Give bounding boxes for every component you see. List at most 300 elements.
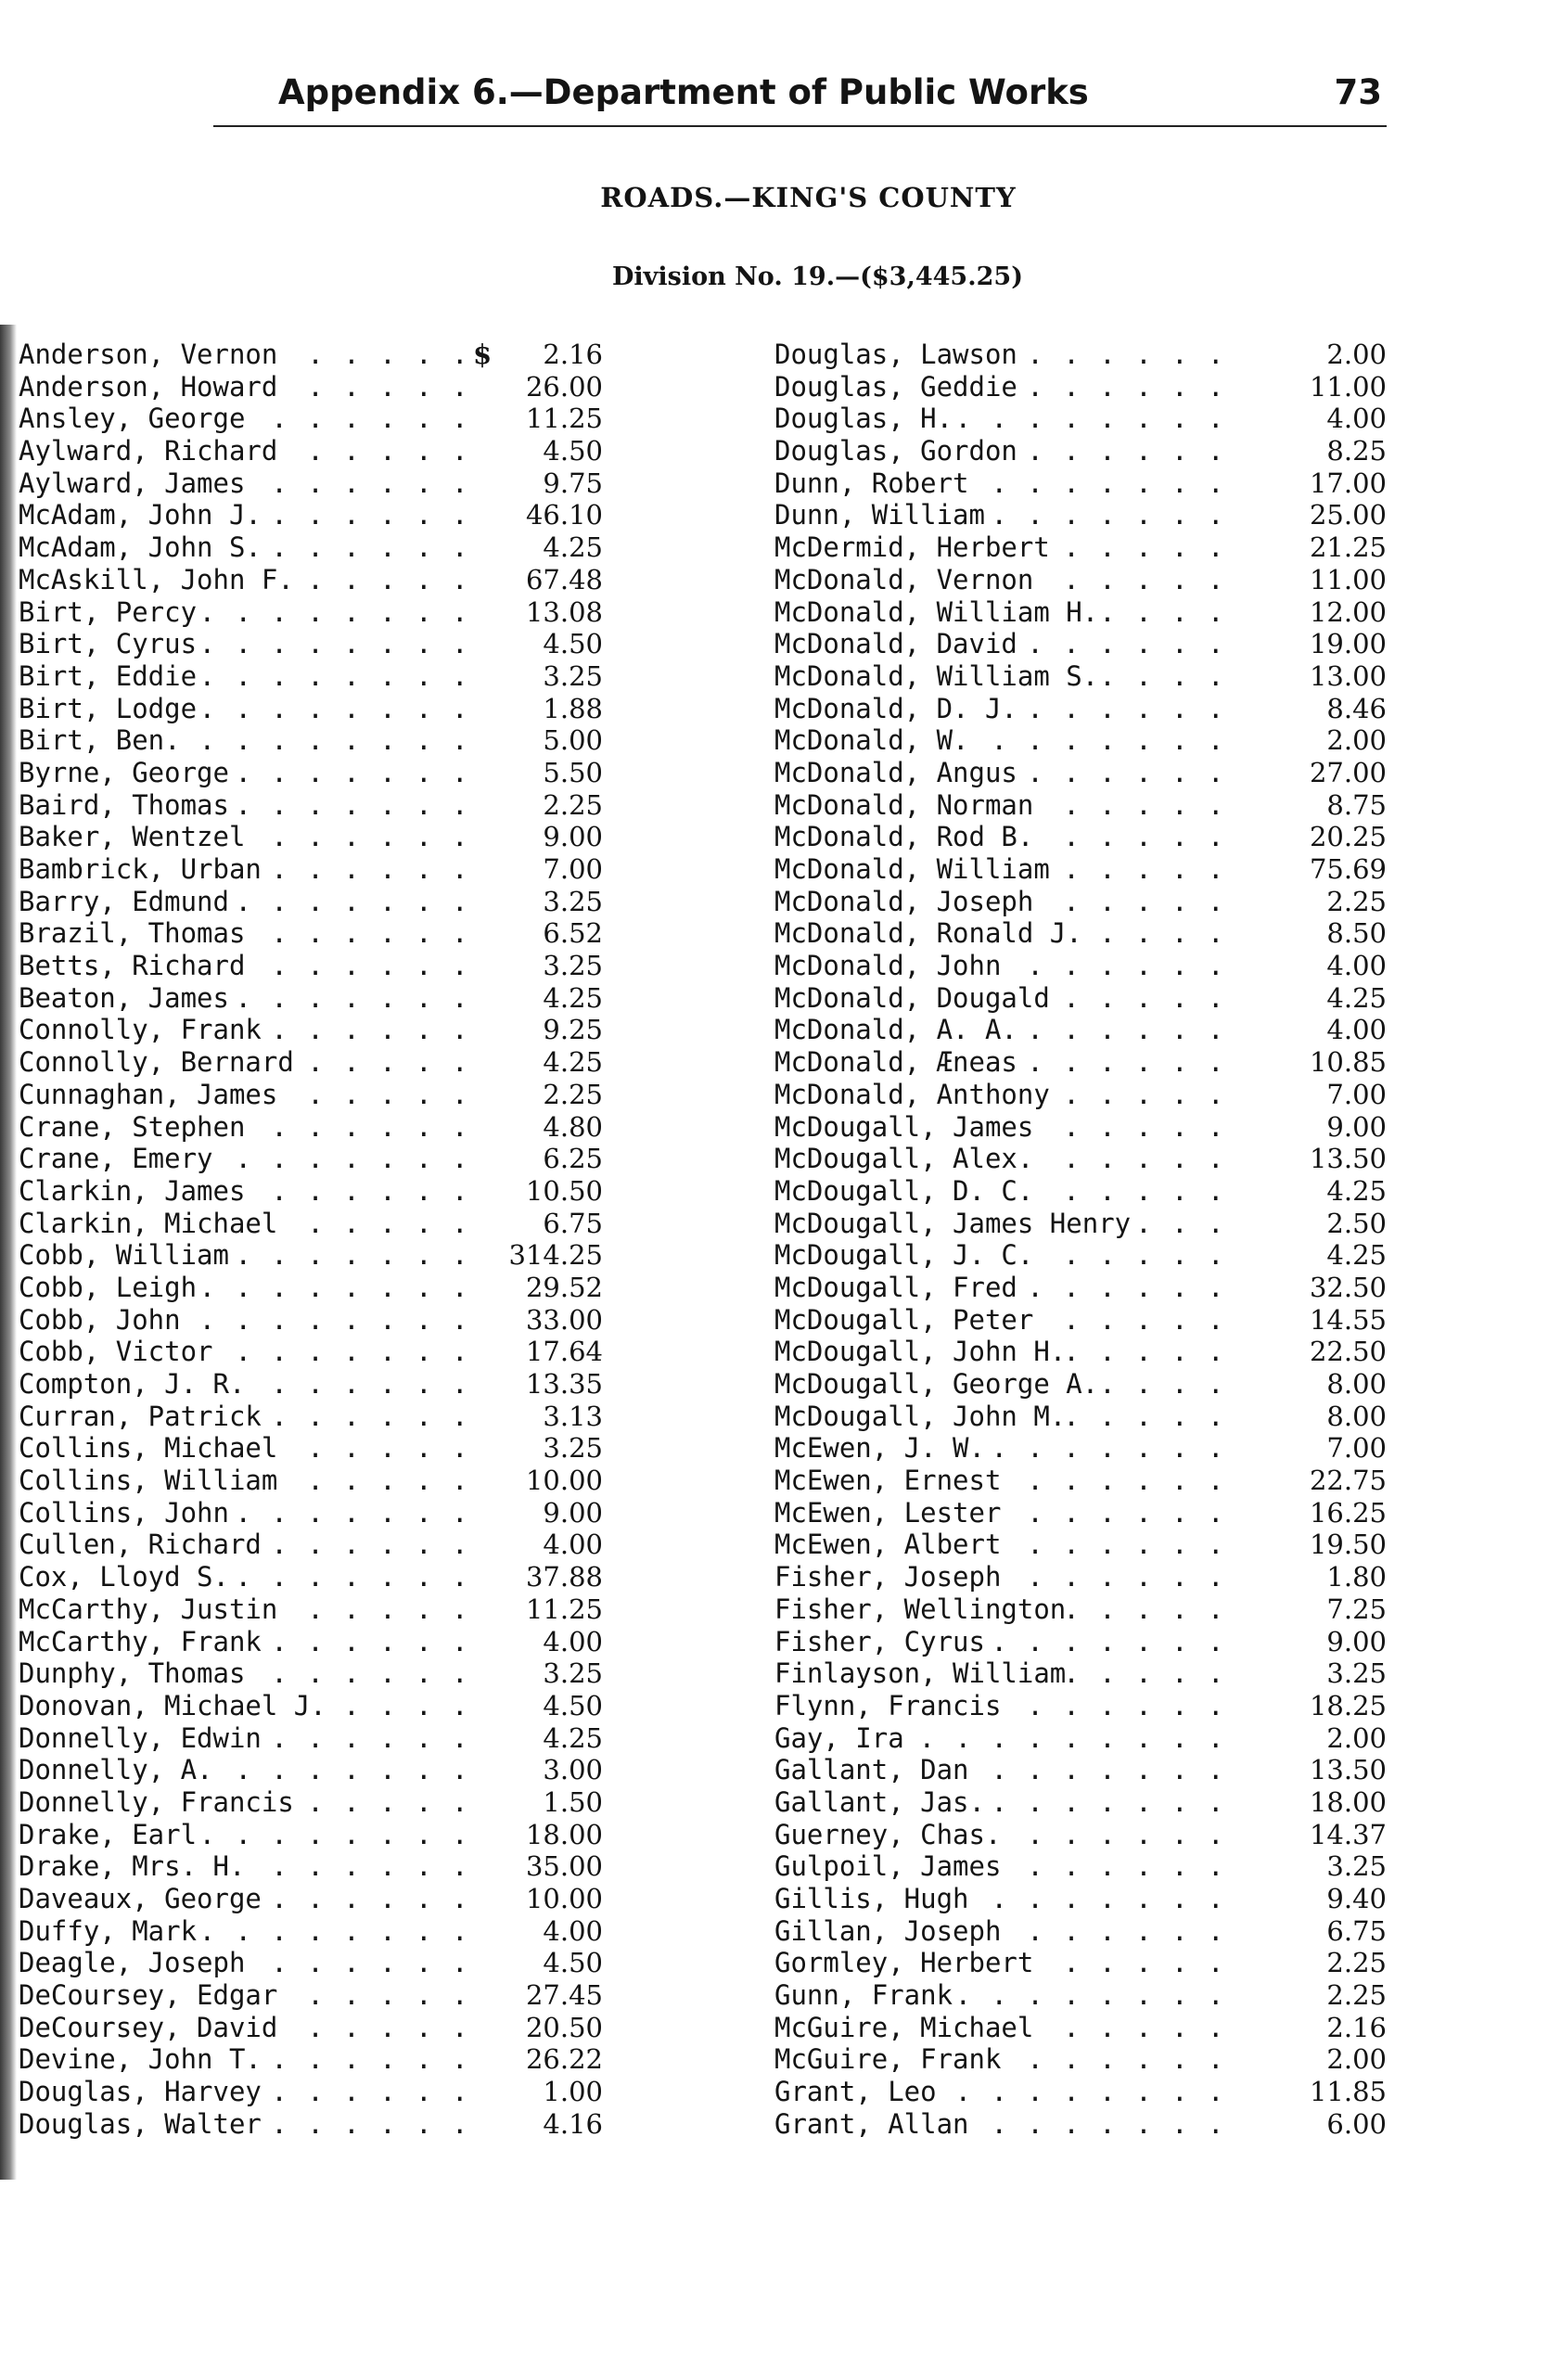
list-item	[774, 628, 1387, 660]
payee-name-text: Cobb, William	[19, 1239, 233, 1271]
payee-name-text: Curran, Patrick	[19, 1401, 265, 1432]
payee-name-text: DeCoursey, Edgar	[19, 1979, 281, 2011]
payee-name	[19, 1722, 464, 1755]
payee-name-text: Byrne, George	[19, 757, 233, 788]
payment-amount: 10.50	[525, 1174, 603, 1207]
payee-name-text: Donnelly, Edwin	[19, 1722, 265, 1754]
payee-name-text: Douglas, Lawson	[774, 339, 1021, 370]
payment-amount: 9.00	[1326, 1625, 1387, 1657]
payee-name	[774, 1111, 1248, 1144]
payee-name	[19, 564, 464, 596]
payment-amount: 4.00	[543, 1529, 603, 1561]
list-item	[19, 660, 603, 693]
list-item	[774, 1014, 1387, 1046]
payee-name	[19, 950, 464, 982]
payee-name-text: McDonald, Æneas	[774, 1046, 1021, 1078]
payee-name	[19, 1529, 464, 1561]
payee-name	[19, 724, 464, 757]
payment-amount: 32.50	[1309, 1271, 1387, 1303]
payment-amount: 4.50	[543, 435, 603, 467]
payment-amount: 21.25	[1309, 531, 1387, 564]
payee-name-text: Birt, Lodge	[19, 693, 200, 724]
payee-name-text: Anderson, Vernon	[19, 339, 281, 370]
payee-name	[19, 789, 464, 822]
list-item	[19, 693, 603, 725]
payment-amount: 11.00	[1309, 563, 1387, 595]
payment-amount: 9.00	[1326, 1110, 1387, 1143]
payee-name-text: McDonald, W.	[774, 724, 973, 756]
list-item	[774, 1529, 1387, 1561]
payment-amount: 10.00	[525, 1883, 603, 1914]
payee-name-text: McDermid, Herbert	[774, 531, 1054, 563]
payment-amount: 314.25	[508, 1239, 603, 1272]
payee-name	[774, 693, 1248, 725]
payee-name-text: Dunn, William	[774, 499, 989, 531]
payment-amount: 18.00	[1309, 1785, 1387, 1818]
payment-amount: 75.69	[1309, 853, 1387, 885]
payee-name	[774, 1626, 1248, 1658]
payee-name-text: Bambrick, Urban	[19, 853, 265, 885]
list-item	[19, 1529, 603, 1561]
list-item	[19, 499, 603, 531]
payment-amount: 4.50	[543, 1689, 603, 1721]
payee-name	[774, 467, 1248, 500]
list-item	[19, 435, 603, 467]
payee-name-text: Collins, William	[19, 1465, 281, 1496]
list-item	[19, 1754, 603, 1786]
payee-name	[774, 1465, 1248, 1497]
payee-name-text: Drake, Mrs. H.	[19, 1850, 249, 1882]
payment-amount: 2.00	[1326, 1721, 1387, 1754]
list-item	[774, 1208, 1387, 1240]
list-item	[19, 789, 603, 822]
payee-name	[774, 1850, 1248, 1883]
payee-name-text: Cobb, Victor	[19, 1336, 217, 1367]
payee-name	[774, 1046, 1248, 1079]
payee-name	[774, 950, 1248, 982]
payee-name-text: Betts, Richard	[19, 950, 249, 981]
payee-name-text: Gay, Ira	[774, 1722, 908, 1754]
list-item	[19, 403, 603, 435]
payee-name	[774, 1401, 1248, 1433]
payment-amount: 22.75	[1309, 1465, 1387, 1497]
payee-name-text: Compton, J. R.	[19, 1368, 249, 1400]
list-item	[774, 1850, 1387, 1883]
payee-name	[774, 1754, 1248, 1786]
list-item	[774, 2043, 1387, 2076]
payee-name-text: Finlayson, William	[774, 1657, 1069, 1689]
payee-name-text: Fisher, Joseph	[774, 1561, 1004, 1593]
list-item	[774, 1046, 1387, 1079]
payee-name	[774, 2108, 1248, 2141]
list-item	[19, 2076, 603, 2108]
payment-amount: 9.00	[543, 821, 603, 853]
payment-amount: 2.25	[543, 788, 603, 821]
payee-name	[19, 1754, 464, 1786]
list-item	[19, 1497, 603, 1529]
payment-amount: 16.25	[1309, 1496, 1387, 1529]
payment-amount: 7.25	[1326, 1593, 1387, 1625]
payee-name	[19, 1272, 464, 1304]
list-item	[774, 1143, 1387, 1175]
payment-amount: 13.08	[525, 595, 603, 628]
payee-name	[19, 693, 464, 725]
payee-name	[774, 1529, 1248, 1561]
left-column	[19, 339, 603, 2141]
list-item	[19, 531, 603, 564]
payee-name-text: McDougall, J. C.	[774, 1239, 1037, 1271]
payment-amount: 11.25	[525, 1593, 603, 1625]
payee-name	[19, 1657, 464, 1690]
payee-name	[774, 596, 1248, 629]
payee-name	[774, 1915, 1248, 1948]
payee-name	[774, 821, 1248, 853]
currency-symbol: $	[473, 339, 493, 370]
list-item	[19, 339, 603, 371]
list-item	[19, 628, 603, 660]
payee-name	[774, 1979, 1248, 2012]
list-item	[19, 1626, 603, 1658]
payee-name-text: McDonald, Norman	[774, 789, 1037, 821]
list-item	[774, 1915, 1387, 1948]
payment-amount: 4.50	[543, 1947, 603, 1979]
payee-name	[774, 2043, 1248, 2076]
list-item	[19, 821, 603, 853]
payment-amount: 4.00	[543, 1914, 603, 1947]
payee-name	[19, 757, 464, 789]
list-item	[19, 1593, 603, 1626]
payee-name	[19, 2076, 464, 2108]
payment-amount: 1.50	[543, 1785, 603, 1818]
payee-name-text: Gallant, Jas.	[774, 1786, 989, 1818]
payee-name	[19, 1368, 464, 1401]
payee-name	[774, 1208, 1248, 1240]
payee-name-text: Barry, Edmund	[19, 886, 233, 917]
payee-name	[774, 1304, 1248, 1337]
payee-name	[774, 403, 1248, 435]
payee-name	[19, 1239, 464, 1272]
payee-name	[19, 467, 464, 500]
payee-name-text: Aylward, Richard	[19, 435, 281, 467]
payment-amount: 1.80	[1326, 1561, 1387, 1593]
list-item	[774, 1079, 1387, 1111]
payment-amount: 4.25	[543, 1721, 603, 1754]
list-item	[774, 564, 1387, 596]
payee-name	[774, 917, 1248, 950]
list-item	[774, 917, 1387, 950]
list-item	[774, 1947, 1387, 1979]
payee-name	[19, 1786, 464, 1819]
list-item	[774, 886, 1387, 918]
payee-name-text: Flynn, Francis	[774, 1690, 1004, 1721]
list-item	[774, 371, 1387, 403]
payee-name-text: Grant, Allan	[774, 2108, 973, 2140]
payee-name	[774, 886, 1248, 918]
payment-amount: 4.00	[1326, 950, 1387, 982]
payee-name	[774, 1143, 1248, 1175]
list-item	[19, 1272, 603, 1304]
payee-name-text: Clarkin, James	[19, 1175, 249, 1207]
list-item	[774, 853, 1387, 886]
payment-amount: 27.45	[525, 1979, 603, 2012]
payee-name-text: McCarthy, Justin	[19, 1593, 281, 1625]
list-item	[774, 1239, 1387, 1272]
payment-amount: 6.75	[1326, 1914, 1387, 1947]
payment-amount: 13.50	[1309, 1754, 1387, 1786]
payment-amount: 8.50	[1326, 917, 1387, 950]
payment-amount: 2.16	[1326, 2011, 1387, 2043]
payee-name-text: McEwen, Lester	[774, 1497, 1004, 1529]
payment-amount: 20.50	[525, 2011, 603, 2043]
payee-name-text: McAdam, John S.	[19, 531, 265, 563]
payment-amount: 26.22	[525, 2043, 603, 2076]
payee-name-text: McDonald, William S.	[774, 660, 1102, 692]
payment-amount: 5.50	[543, 756, 603, 788]
payee-name	[19, 1593, 464, 1626]
payee-name-text: Drake, Earl	[19, 1819, 200, 1850]
list-item	[774, 403, 1387, 435]
payee-name	[774, 1497, 1248, 1529]
payee-name	[774, 2076, 1248, 2108]
payee-name-text: McDonald, Rod B.	[774, 821, 1037, 852]
payment-amount: 13.35	[525, 1368, 603, 1400]
payee-name	[774, 724, 1248, 757]
payee-name-text: McAskill, John F.	[19, 564, 298, 595]
payee-name-text: McDonald, Vernon	[774, 564, 1037, 595]
payment-amount: 4.50	[543, 628, 603, 660]
header-title: Appendix 6.—Department of Public Works	[278, 72, 1089, 112]
payment-amount: 14.37	[1309, 1818, 1387, 1850]
list-item	[19, 724, 603, 757]
list-item	[774, 757, 1387, 789]
payee-name	[19, 1111, 464, 1144]
payee-name-text: McDougall, James Henry	[774, 1208, 1134, 1239]
payment-amount: 18.00	[525, 1818, 603, 1850]
payment-amount: 11.25	[525, 403, 603, 435]
payee-name-text: Beaton, James	[19, 982, 233, 1014]
payment-amount: 10.00	[525, 1465, 603, 1497]
list-item	[19, 1208, 603, 1240]
payment-amount: 3.25	[543, 659, 603, 692]
payment-amount: 3.25	[543, 950, 603, 982]
list-item	[19, 1014, 603, 1046]
payee-name	[19, 1175, 464, 1208]
payee-name	[19, 1432, 464, 1465]
payment-amount: 10.85	[1309, 1046, 1387, 1079]
payee-name-text: McDonald, Anthony	[774, 1079, 1054, 1110]
payee-name	[774, 1593, 1248, 1626]
payee-name-text: Donnelly, A.	[19, 1754, 217, 1785]
list-item	[774, 1786, 1387, 1819]
list-item	[774, 1401, 1387, 1433]
payment-amount: 20.25	[1309, 821, 1387, 853]
payment-amount: 46.10	[525, 499, 603, 531]
payee-name-text: Gormley, Herbert	[774, 1947, 1037, 1978]
list-item	[19, 1819, 603, 1851]
list-item	[774, 724, 1387, 757]
payment-amount: 27.00	[1309, 756, 1387, 788]
payee-name	[19, 1947, 464, 1979]
payee-name-text: McGuire, Frank	[774, 2043, 1004, 2075]
payee-name-text: McDonald, William H.	[774, 596, 1102, 628]
payment-amount: 4.00	[1326, 403, 1387, 435]
payee-name	[774, 1947, 1248, 1979]
payment-amount: 1.88	[543, 692, 603, 724]
payment-amount: 25.00	[1309, 499, 1387, 531]
payee-name	[19, 1465, 464, 1497]
payee-name	[19, 1014, 464, 1046]
payment-amount: 2.25	[543, 1078, 603, 1110]
list-item	[19, 1915, 603, 1948]
payment-amount: 29.52	[525, 1271, 603, 1303]
payee-name-text: Cunnaghan, James	[19, 1079, 281, 1110]
payment-amount: 9.25	[543, 1014, 603, 1046]
payee-name	[774, 1786, 1248, 1819]
list-item	[19, 982, 603, 1015]
list-item	[19, 1401, 603, 1433]
payee-name-text: McDonald, David	[774, 628, 1021, 659]
payee-name-text: McDonald, William	[774, 853, 1054, 885]
payment-amount: 13.50	[1309, 1143, 1387, 1175]
payment-amount: 1.00	[543, 2076, 603, 2108]
payee-name-text: McDonald, Joseph	[774, 886, 1037, 917]
payee-name-text: Grant, Leo	[774, 2076, 940, 2107]
list-item	[19, 1143, 603, 1175]
payment-amount: 2.25	[1326, 1979, 1387, 2012]
payment-amount: 9.00	[543, 1496, 603, 1529]
payee-name-text: Aylward, James	[19, 467, 249, 499]
payment-amount: 67.48	[525, 563, 603, 595]
payee-name	[19, 1915, 464, 1948]
payee-name-text: Clarkin, Michael	[19, 1208, 281, 1239]
payment-amount: 35.00	[525, 1850, 603, 1883]
list-item	[774, 1111, 1387, 1144]
payment-amount: 8.46	[1326, 692, 1387, 724]
list-item	[19, 1465, 603, 1497]
payee-name-text: Baker, Wentzel	[19, 821, 249, 852]
payee-name-text: Cobb, John	[19, 1304, 185, 1336]
payee-name-text: Crane, Emery	[19, 1143, 217, 1174]
payee-name	[19, 499, 464, 531]
list-item	[774, 1626, 1387, 1658]
payment-amount: 4.25	[1326, 981, 1387, 1014]
payee-name-text: McDonald, Dougald	[774, 982, 1054, 1014]
payment-amount: 4.80	[543, 1110, 603, 1143]
payee-name	[19, 1304, 464, 1337]
payee-name-text: Gulpoil, James	[774, 1850, 1004, 1882]
payee-name-text: Connolly, Bernard	[19, 1046, 298, 1078]
payment-amount: 8.00	[1326, 1368, 1387, 1400]
payment-amount: 6.52	[543, 917, 603, 950]
payee-name-text: McDougall, James	[774, 1111, 1037, 1143]
list-item	[774, 1883, 1387, 1915]
payee-name	[774, 789, 1248, 822]
payment-amount: 4.16	[543, 2107, 603, 2140]
payee-name-text: Anderson, Howard	[19, 371, 281, 403]
division-heading: Division No. 19.—($3,445.25)	[612, 262, 1023, 291]
payee-name	[19, 531, 464, 564]
list-item	[774, 1690, 1387, 1722]
payee-name-text: Cox, Lloyd S.	[19, 1561, 233, 1593]
right-column	[774, 339, 1387, 2141]
payee-name-text: Collins, John	[19, 1497, 233, 1529]
payee-name-text: Collins, Michael	[19, 1432, 281, 1464]
list-item	[774, 2108, 1387, 2141]
payee-name	[774, 1432, 1248, 1465]
payee-name	[774, 853, 1248, 886]
payment-amount: 22.50	[1309, 1336, 1387, 1368]
payee-name	[19, 1497, 464, 1529]
payee-name-text: Crane, Stephen	[19, 1111, 249, 1143]
payment-amount: 4.25	[1326, 1174, 1387, 1207]
payee-name-text: Douglas, Gordon	[774, 435, 1021, 467]
payee-name	[19, 628, 464, 660]
list-item	[19, 1690, 603, 1722]
payee-name-text: McDonald, A. A.	[774, 1014, 1021, 1045]
payee-name-text: McDougall, George A.	[774, 1368, 1102, 1400]
payee-name-text: McDougall, Alex.	[774, 1143, 1037, 1174]
payee-name	[774, 339, 1248, 371]
payment-amount: 18.25	[1309, 1689, 1387, 1721]
payment-amount: 3.00	[543, 1754, 603, 1786]
payee-name	[19, 2012, 464, 2044]
payment-amount: 2.00	[1326, 724, 1387, 757]
payment-amount: 3.25	[1326, 1850, 1387, 1883]
payee-name-text: Connolly, Frank	[19, 1014, 265, 1045]
payee-name-text: Cullen, Richard	[19, 1529, 265, 1560]
payee-name	[19, 1819, 464, 1851]
list-item	[774, 1336, 1387, 1368]
payment-amount: 3.25	[543, 885, 603, 917]
list-item	[19, 1722, 603, 1755]
payee-name	[774, 499, 1248, 531]
payment-amount: 2.25	[1326, 1947, 1387, 1979]
list-item	[774, 1722, 1387, 1755]
payment-amount: 13.00	[1309, 659, 1387, 692]
payee-name	[774, 1175, 1248, 1208]
payee-name	[774, 564, 1248, 596]
payee-name-text: Fisher, Cyrus	[774, 1626, 989, 1657]
list-item	[19, 1368, 603, 1401]
payment-amount: 3.25	[543, 1657, 603, 1690]
payment-amount: 26.00	[525, 370, 603, 403]
payee-name-text: Dunn, Robert	[774, 467, 973, 499]
payee-name	[19, 660, 464, 693]
page-binding-shadow	[0, 325, 17, 2180]
payee-name-text: McEwen, J. W.	[774, 1432, 989, 1464]
payee-name-text: Birt, Eddie	[19, 660, 200, 692]
payee-name	[774, 435, 1248, 467]
payment-amount: 6.75	[543, 1207, 603, 1239]
list-item	[774, 693, 1387, 725]
payment-amount: 8.75	[1326, 788, 1387, 821]
list-item	[774, 1175, 1387, 1208]
list-item	[19, 1850, 603, 1883]
payment-amount: 6.25	[543, 1143, 603, 1175]
payee-name	[19, 917, 464, 950]
payment-amount: 37.88	[525, 1561, 603, 1593]
payment-amount: 4.25	[543, 981, 603, 1014]
list-item	[774, 789, 1387, 822]
list-item	[774, 435, 1387, 467]
payee-name-text: McDougall, D. C.	[774, 1175, 1037, 1207]
payment-amount: 19.50	[1309, 1529, 1387, 1561]
payment-amount: 7.00	[1326, 1078, 1387, 1110]
payee-name	[19, 1979, 464, 2012]
page-header	[269, 72, 1382, 128]
payment-amount: 8.25	[1326, 435, 1387, 467]
list-item	[774, 1304, 1387, 1337]
